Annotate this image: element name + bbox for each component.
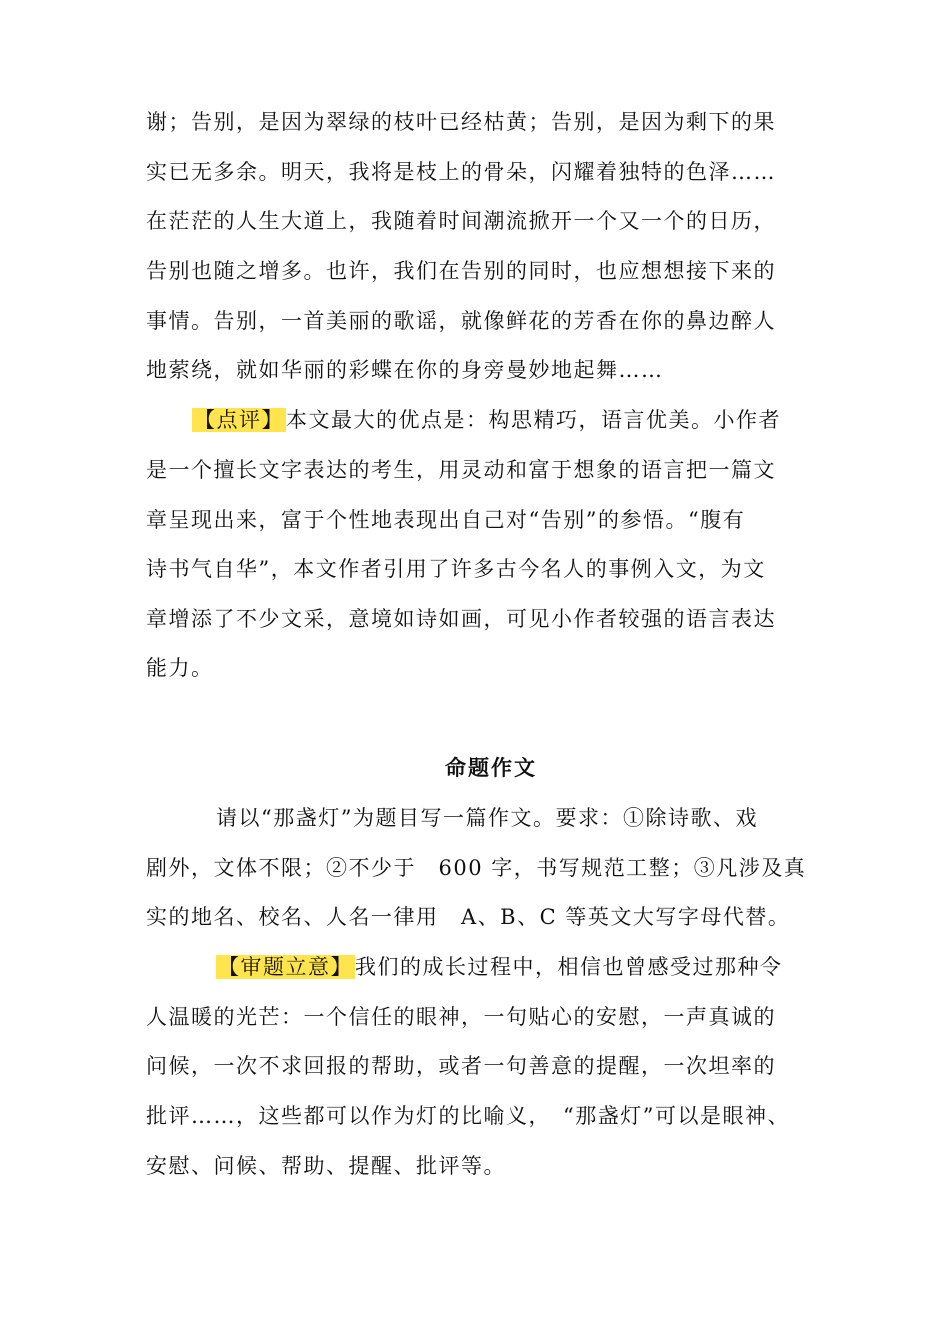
review-line: 是一个擅长文字表达的考生，用灵动和富于想象的语言把一篇文 [146,458,776,482]
prompt-line: 请以“那盏灯”为题目写一篇作文。要求：①除诗歌、戏 [216,806,758,830]
section-title: 命题作文 [445,756,537,780]
review-first-line [192,405,781,435]
analysis-text: 我们的成长过程中，相信也曾感受过那种令 [355,955,783,979]
analysis-line: 批评……，这些都可以作为灯的比喻义， “那盏灯”可以是眼神、 [146,1104,790,1128]
analysis-tag: 【审题立意】 [218,955,353,979]
review-line: 章增添了不少文采，意境如诗如画，可见小作者较强的语言表达 [146,607,776,631]
analysis-line: 问候，一次不求回报的帮助，或者一句善意的提醒，一次坦率的 [146,1054,776,1078]
analysis-first-line [216,952,783,982]
paragraph-line: 地萦绕，就如华丽的彩蝶在你的身旁曼妙地起舞…… [146,358,664,382]
prompt-line: 剧外，文体不限；②不少于 600 字，书写规范工整；③凡涉及真 [146,856,807,880]
review-text: 本文最大的优点是：构思精巧，语言优美。小作者 [286,408,781,432]
paragraph-line: 谢；告别，是因为翠绿的枝叶已经枯黄；告别，是因为剩下的果 [146,110,776,134]
paragraph-line: 事情。告别，一首美丽的歌谣，就像鲜花的芳香在你的鼻边醉人 [146,309,776,333]
prompt-line: 实的地名、校名、人名一律用 A、B、C 等英文大写字母代替。 [146,905,791,929]
review-line: 诗书气自华”，本文作者引用了许多古今名人的事例入文，为文 [146,557,766,581]
paragraph-line: 告别也随之增多。也许，我们在告别的同时，也应想想接下来的 [146,259,776,283]
review-tag: 【点评】 [194,408,284,432]
paragraph-line: 实已无多余。明天，我将是枝上的骨朵，闪耀着独特的色泽…… [146,160,776,184]
analysis-line: 人温暖的光芒：一个信任的眼神，一句贴心的安慰，一声真诚的 [146,1005,776,1029]
analysis-line: 安慰、问候、帮助、提醒、批评等。 [146,1154,506,1178]
paragraph-line: 在茫茫的人生大道上，我随着时间潮流掀开一个又一个的日历， [146,209,776,233]
review-line: 章呈现出来，富于个性地表现出自己对“告别”的参悟。“腹有 [146,508,746,532]
review-line: 能力。 [146,656,214,680]
